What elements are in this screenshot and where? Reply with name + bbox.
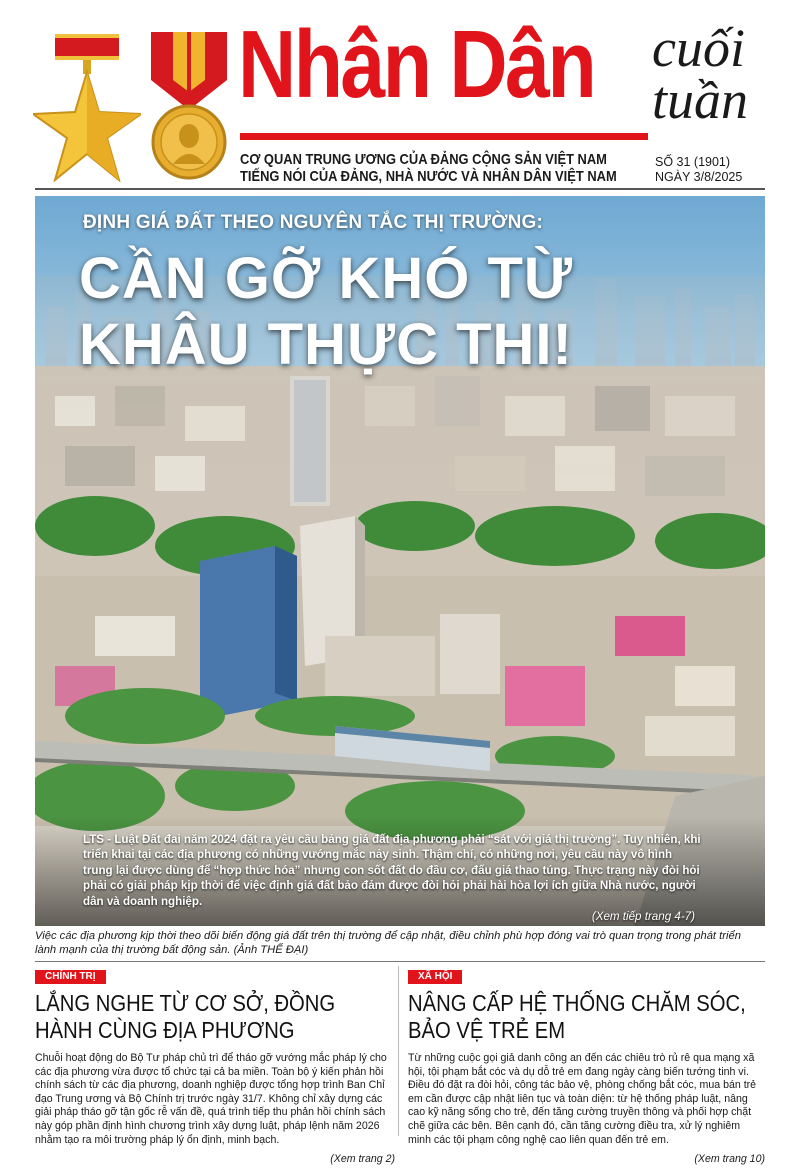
masthead	[0, 0, 800, 192]
story-politics[interactable]	[35, 966, 395, 1165]
subtitle-line-2: TIẾNG NÓI CỦA ĐẢNG, NHÀ NƯỚC VÀ NHÂN DÂN VIỆT NAM	[240, 168, 617, 185]
subtitle-line-1: CƠ QUAN TRUNG ƯƠNG CỦA ĐẢNG CỘNG SẢN VIỆT NAM	[240, 151, 607, 168]
story-society[interactable]	[408, 966, 765, 1165]
editor-note-continue-link[interactable]: (Xem tiếp trang 4-7)	[591, 910, 695, 924]
newspaper-title: Nhân Dân	[238, 11, 595, 118]
section-divider	[35, 961, 765, 962]
story-summary: Từ những cuộc gọi giả danh công an đến các chiêu trò rủ rê qua mạng xã hội, tội phạm bắt cóc và dụ dỗ trẻ em đang ngày càng biến tướng tinh vi. Điều đó đặt ra đòi hỏi, công tác bảo vệ, phòng chống bắt cóc, mua bán trẻ em cần được cập nhật liên tục và toàn diện: từ hệ thống pháp luật, nâng cao kỹ năng sống cho trẻ, đến tăng cường truyền thông và phối hợp chặt chẽ giữa các bên. Bên cạnh đó, cần tăng cường điều tra, xử lý nghiêm minh các tội phạm công nghệ cao liên quan đến trẻ em.	[408, 1052, 757, 1146]
story-continue-link[interactable]: (Xem trang 10)	[694, 1153, 765, 1166]
story-summary: Chuỗi hoạt động do Bộ Tư pháp chủ trì để tháo gỡ vướng mắc pháp lý cho các địa phương vừa được tổ chức tại cả ba miền. Toàn bộ ý kiến phản hồi chính sách từ các địa phương, doanh nghiệp được tổng hợp trình Ban Chỉ đạo Trung ương và Bộ Chính trị trước ngày 31/7. Không chỉ xây dựng các giải pháp tháo gỡ tận gốc rễ vấn đề, quá trình tiếp thu phản hồi chính sách này góp phần định hình chương trình xây dựng luật, pháp lệnh năm 2026 nhằm tạo ra môi trường pháp lý ổn định, minh bạch.	[35, 1052, 387, 1146]
hero-headline: CẦN GỠ KHÓ TỪ KHÂU THỰC THI!	[79, 246, 574, 377]
story-title: LẮNG NGHE TỪ CƠ SỞ, ĐỒNG HÀNH CÙNG ĐỊA PHƯƠNG	[35, 990, 336, 1043]
issue-number: SỐ 31 (1901)	[655, 155, 731, 169]
category-tag: CHÍNH TRỊ	[35, 970, 106, 984]
story-continue-link[interactable]: (Xem trang 2)	[330, 1153, 395, 1166]
edition-label: cuối tuần	[652, 18, 749, 130]
photo-caption: Việc các địa phương kịp thời theo dõi biến động giá đất trên thị trường để cập nhật, điều chỉnh phù hợp đóng vai trò quan trọng trong phát triển lành mạnh của thị trường bất động sản. (Ảnh THẾ ĐẠI)	[35, 930, 741, 956]
issue-date: NGÀY 3/8/2025	[655, 170, 743, 184]
gold-star-medal-icon	[33, 32, 141, 182]
ho-chi-minh-medal-icon	[143, 32, 235, 182]
hero-kicker: ĐỊNH GIÁ ĐẤT THEO NGUYÊN TẮC THỊ TRƯỜNG:	[83, 212, 544, 233]
editor-note-text: LTS - Luật Đất đai năm 2024 đặt ra yêu cầu bảng giá đất địa phương phải “sát với giá thị trường”. Tuy nhiên, khi triển khai tại các địa phương có những vướng mắc nảy sinh. Thậm chí, có những nơi, yêu cầu này vô hình trung lại được dùng để “hợp thức hóa” nhưng con sốt đất do đầu cơ, đấu giá thao túng. Thực trạng này đòi hỏi phải có giải pháp kịp thời để việc định giá đất bảo đảm được đòi hỏi phải hài hòa lợi ích giữa Nhà nước, người dân và doanh nghiệp.	[83, 833, 701, 908]
title-underline	[240, 133, 648, 140]
masthead-divider	[35, 188, 765, 190]
editor-note	[83, 832, 703, 924]
story-title: NÂNG CẤP HỆ THỐNG CHĂM SÓC, BẢO VỆ TRẺ EM	[408, 990, 746, 1043]
category-tag: XÃ HỘI	[408, 970, 462, 984]
hero-photo	[35, 196, 765, 926]
column-divider	[398, 966, 399, 1136]
